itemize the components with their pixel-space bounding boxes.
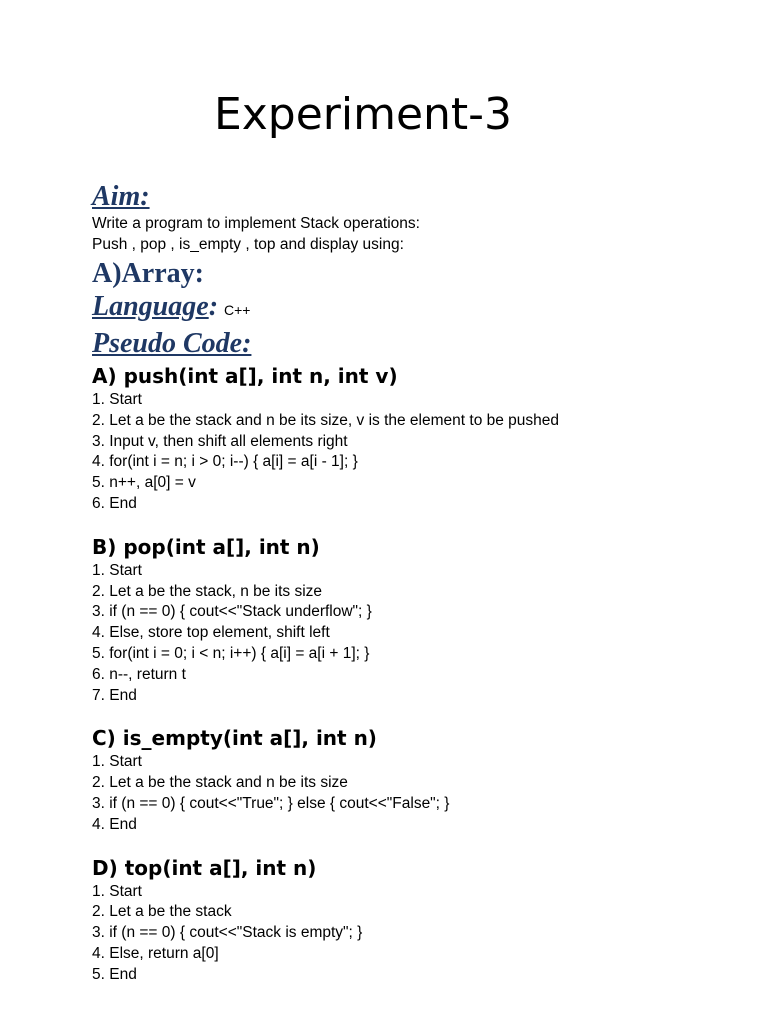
step-item: 1. Start xyxy=(92,882,142,900)
section-title: B) pop(int a[], int n) xyxy=(92,534,320,559)
step-item: 5. End xyxy=(92,965,137,983)
step-item: 1. Start xyxy=(92,753,142,771)
step-item: 7. End xyxy=(92,686,137,704)
step-list xyxy=(92,390,752,515)
step-item: 4. Else, store top element, shift left xyxy=(92,624,330,642)
pseudo-code-heading-text: Pseudo Code: xyxy=(92,328,252,359)
step-item: 3. Input v, then shift all elements right xyxy=(92,432,348,450)
step-item: 2. Let a be the stack and n be its size xyxy=(92,774,348,792)
step-item: 2. Let a be the stack xyxy=(92,903,232,921)
step-item: 4. End xyxy=(92,815,137,833)
step-item: 6. n--, return t xyxy=(92,665,186,683)
language-colon: : xyxy=(208,291,219,322)
section-title: A) push(int a[], int n, int v) xyxy=(92,364,398,388)
step-item: 4. for(int i = n; i > 0; i--) { a[i] = a[i - 1]; } xyxy=(92,453,358,471)
step-item: 3. if (n == 0) { cout<<"Stack is empty"; } xyxy=(92,924,363,942)
section-push xyxy=(92,362,752,515)
array-heading: A)Array: xyxy=(92,258,204,289)
section-title: C) is_empty(int a[], int n) xyxy=(92,726,377,751)
pseudo-code-heading xyxy=(92,327,752,360)
step-item: 4. Else, return a[0] xyxy=(92,944,219,962)
section-title: D) top(int a[], int n) xyxy=(92,855,317,880)
step-item: 5. for(int i = 0; i < n; i++) { a[i] = a[i + 1]; } xyxy=(92,644,370,662)
page-title: Experiment-3 xyxy=(213,89,513,140)
step-item: 6. End xyxy=(92,494,137,512)
section-pop xyxy=(92,533,752,707)
aim-line-2: Push , pop , is_empty , top and display using: xyxy=(92,236,404,253)
step-list xyxy=(92,752,752,835)
step-item: 5. n++, a[0] = v xyxy=(92,474,196,492)
step-list xyxy=(92,561,752,707)
language-heading xyxy=(92,290,752,327)
step-item: 1. Start xyxy=(92,561,142,579)
section-is-empty xyxy=(92,724,752,835)
aim-heading xyxy=(92,180,752,213)
step-item: 3. if (n == 0) { cout<<"True"; } else { cout<<"False"; } xyxy=(92,794,450,812)
section-top xyxy=(92,854,752,986)
step-item: 2. Let a be the stack and n be its size, v is the element to be pushed xyxy=(92,411,560,429)
aim-line-1: Write a program to implement Stack operations: xyxy=(92,215,420,232)
document-content xyxy=(92,180,752,1004)
step-item: 3. if (n == 0) { cout<<"Stack underflow"; } xyxy=(92,603,372,621)
step-item: 2. Let a be the stack, n be its size xyxy=(92,582,323,600)
aim-heading-text: Aim: xyxy=(92,181,150,212)
step-list xyxy=(92,882,752,986)
language-heading-text: Language xyxy=(92,291,209,322)
language-value: C++ xyxy=(224,302,251,318)
step-item: 1. Start xyxy=(92,391,142,408)
